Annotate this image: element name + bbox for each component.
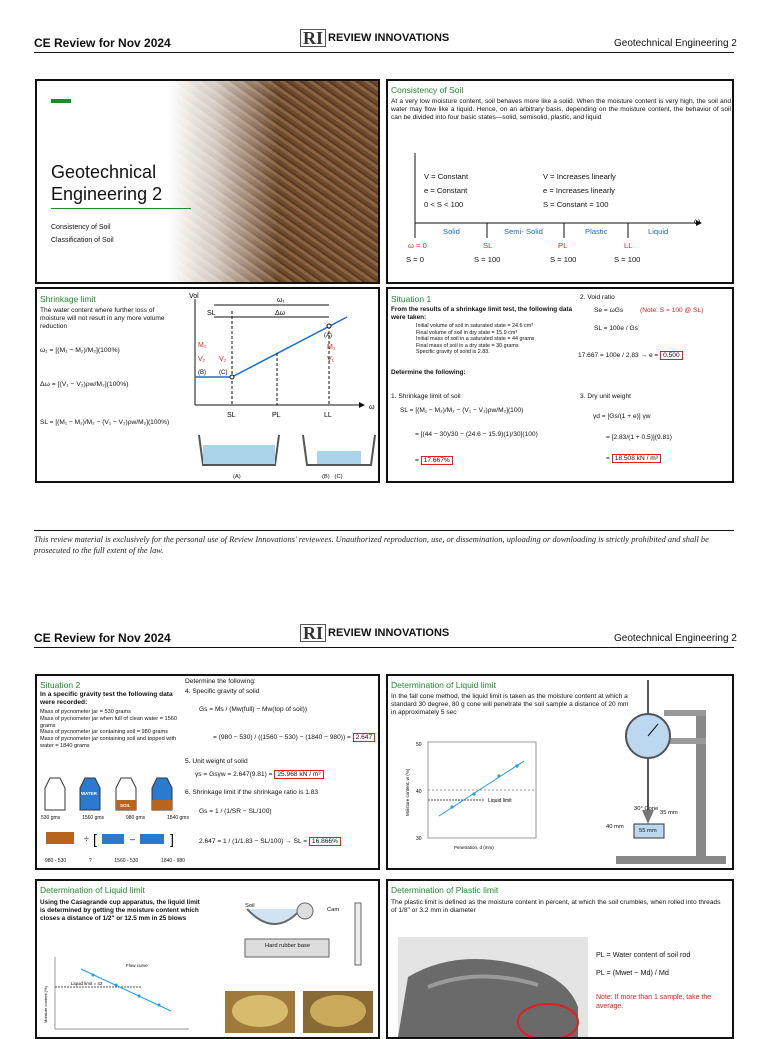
graph-a: (A) [324, 333, 332, 339]
logo-mark-icon: RI [300, 624, 326, 642]
s2-q6-answer: 16.866% [309, 837, 341, 846]
shrinkage-dishes [195, 431, 379, 473]
limit-ll: LL [624, 241, 633, 250]
s2-q4-eq2: = (980 − 530) / ((1560 − 530) − (1840 − 980)) = [213, 734, 351, 741]
svg-text:30: 30 [416, 836, 422, 842]
s1-q3-eq1: γd = [Gs/(1 + e)] γw [593, 413, 651, 420]
header2-rule [34, 647, 734, 648]
s1-data-final-volume: Final volume of soil in dry state = 15.9 cm³ [416, 329, 518, 336]
dish-a-caption: (A) [233, 474, 241, 480]
plastic-text: The plastic limit is defined as the moisture content in percent, at which the soil crumbles, when rolled into threads of 1/8" or 3.2 mm in diameter [391, 899, 721, 914]
eq-omega1: ω₁ = [(M₁ − M₂)/M₂](100%) [40, 347, 120, 354]
shrinkage-title: Shrinkage limit [40, 294, 96, 304]
pl-note: Note: If more than 1 sample, take the average. [596, 994, 712, 1010]
disclaimer-text: This review material is exclusively for the personal use of Review Innovations' reviewees. Unauthorized reproduction, use, or dissemination, uploading or downloading is strictly prohibited and shall be prosecuted to the full extent of the law. [34, 535, 709, 555]
s1-q1-eq2: = [(44 − 30)/30 − (24.6 − 15.9)(1)/30](100) [415, 431, 538, 438]
sat-pl: S = 100 [550, 255, 577, 264]
svg-text:–: – [130, 834, 136, 844]
graph-sl-top: SL [207, 310, 216, 317]
liquid-cone-title: Determination of Liquid limit [391, 680, 496, 690]
s1-data-gs: Specific gravity of solid is 2.83. [416, 349, 490, 356]
svg-text:]: ] [170, 831, 174, 847]
jar-mass-4: 1840 gms [167, 815, 189, 821]
eq-delta-omega: Δω = [(V₁ − V₂)ρw/M₂](100%) [40, 381, 129, 388]
consistency-title: Consistency of Soil [391, 85, 464, 95]
s1-q2: 2. Void ratio [580, 294, 615, 301]
s1-q3: 3. Dry unit weight [580, 393, 631, 400]
left-col-void: e = Constant [424, 186, 468, 195]
jar-mass-1: 530 gms [41, 815, 61, 821]
s2-data-soil-water: Mass of pycnometer jar containing soil and topped with water = 1840 grams [40, 736, 177, 749]
s1-q1-eq1: SL = [(M₁ − M₂)/M₂ − (V₁ − V₂)ρw/M₂](100) [400, 407, 524, 414]
state-liquid: Liquid [648, 227, 669, 236]
right-col-void: e = Increases linearly [543, 186, 615, 195]
graph-b: (B) [198, 370, 206, 376]
s2-q4-answer: 2.647 [353, 733, 376, 742]
graph-x-pl: PL [272, 412, 281, 419]
dish-bc-caption: (B) (C) [322, 474, 343, 480]
logo-text-2: REVIEW INNOVATIONS [328, 627, 450, 639]
s2-q6-eq1: Gs = 1 / (1/SR − SL/100) [199, 808, 272, 815]
sat-sl: S = 100 [474, 255, 501, 264]
fall-cone-legend: Liquid limit [488, 798, 512, 804]
s2-data-water: Mass of pycnometer jar when full of clean water = 1560 grams [40, 715, 177, 729]
situation1-title: Situation 1 [391, 294, 432, 304]
graph-vol-label: Vol [189, 293, 199, 300]
graph-omega: ω [369, 404, 375, 411]
slide-subtitle-1: Consistency of Soil [51, 224, 111, 231]
eq-water-top: 1840 - 980 [161, 858, 185, 864]
shrinkage-graph [187, 291, 379, 421]
s2-q5: 5. Unit weight of solid [185, 758, 248, 765]
graph-m1: M₁ [327, 344, 336, 351]
title-slide [35, 79, 380, 284]
slide-title-line2: Engineering 2 [51, 184, 163, 204]
left-col-sat: 0 < S < 100 [424, 200, 464, 209]
header-rule [34, 52, 734, 53]
header-subject: Geotechnical Engineering 2 [614, 38, 737, 49]
fall-cone-xlabel: Penetration, d (mm) [454, 845, 494, 850]
cone-label: 30° Cone [634, 806, 659, 812]
flow-ylabel: Moisture content (%) [43, 986, 48, 1023]
graph-x-sl: SL [227, 412, 236, 419]
eq-shrinkage-limit: SL = [(M₁ − M₂)/M₂ − (V₁ − V₂)ρw/M₂](100%) [40, 419, 170, 426]
s1-data-final-mass: Final mass of soil in a dry state = 30 grams [416, 342, 519, 349]
jar-water-label: WATER [81, 791, 97, 796]
sat-ll: S = 100 [614, 255, 641, 264]
s2-determine: Determine the following: [185, 678, 256, 685]
graph-x-ll: LL [324, 412, 332, 419]
limit-zero: ω = 0 [408, 241, 427, 250]
pl-formula: PL = (Mwet − Md) / Md [596, 968, 669, 977]
state-solid: Solid [443, 227, 460, 236]
s2-data-soil: Mass of pycnometer jar containing soil = 980 grams [40, 729, 168, 736]
situation2-title: Situation 2 [40, 680, 81, 690]
casagrande-cam-label: Cam [327, 907, 340, 913]
graph-w1-label: ω₁ [277, 297, 285, 304]
casagrande-apparatus [205, 899, 375, 1034]
pycnometer-jars [40, 772, 185, 812]
svg-text:50: 50 [416, 742, 422, 748]
s2-q6: 6. Shrinkage limit if the shrinkage ratio is 1.83 [185, 789, 319, 796]
situation2-intro: In a specific gravity test the following data were recorded: [40, 691, 173, 706]
disclaimer-rule [34, 530, 734, 531]
state-semisolid: Semi- Solid [504, 227, 543, 236]
shrinkage-panel [35, 287, 380, 483]
eq-soil-mass: 980 - 530 [45, 858, 67, 864]
svg-text:[: [ [93, 831, 97, 847]
header2-course: CE Review for Nov 2024 [34, 631, 171, 645]
left-col-volume: V = Constant [424, 172, 469, 181]
s2-data-jar: Mass of pycnometer jar = 530 grams [40, 709, 131, 715]
limit-sl: SL [483, 241, 493, 250]
s1-q3-eq2: = [2.83/(1 + 0.5)](9.81) [606, 434, 672, 441]
s1-q2-note: (Note: S = 100 @ SL) [640, 307, 704, 314]
flow-curve-plot [41, 953, 191, 1033]
graph-c: (C) [219, 370, 228, 376]
logo-mark-icon: RI [300, 29, 326, 47]
shrinkage-text: The water content where further loss of moisture will not result in any more volume reduction [40, 307, 165, 330]
flow-curve-label: Flow curve [126, 963, 148, 968]
s1-determine: Determine the following: [391, 369, 466, 376]
jar-mass-3: 980 gms [125, 815, 146, 821]
s2-q4: 4. Specific gravity of solid [185, 688, 260, 695]
s2-q5-answer: 25.968 kN / m³ [274, 770, 323, 779]
review-innovations-logo [300, 29, 449, 47]
logo-text: REVIEW INNOVATIONS [328, 32, 450, 44]
s1-q2-eq2: 17.667 = 100e / 2.83 → e = [578, 352, 659, 359]
slide-title-line1: Geotechnical [51, 162, 157, 182]
graph-v2: V₂ [198, 356, 206, 363]
situation1-panel: Situation 1 From the results of a shrinkage limit test, the following data were taken: Initial volume of soil in saturated state = 24.6 cm³ Final volume of soil in dry state = 15.9 cm³ Initial mass of soil in a saturated state = 44 grams Final mass of soil in a dry state = 30 grams Specific gravity of solid is 2.83. Determine the following: 1. Shrinkage limit of soil SL = [(M₁ − M₂)/M₂ − (V₁ − V₂)ρw/M₂](100) = [(44 − 30)/30 − (24.6 − 15.9)(1)/30](100) = 17.667% 2. Void ratio Se = ωGs (Note: S = 100 @ SL) SL = 100e / Gs 17.667 = 100e / 2.83 → e = 0.500 3. Dry unit weight γd = [Gs/(1 + e)] γw = [2.83/(1 + 0.5)](9.81) = 18.508 kN / m³ [386, 287, 734, 483]
s1-data-initial-volume: Initial volume of soil in saturated state = 24.6 cm³ [416, 323, 534, 329]
liquid-limit-cone-panel [386, 674, 734, 870]
soil-thread-rolling-photo [398, 937, 588, 1037]
header2-subject: Geotechnical Engineering 2 [614, 633, 737, 644]
fall-cone-apparatus [606, 680, 731, 866]
sat-solid: S = 0 [406, 255, 424, 264]
header-course: CE Review for Nov 2024 [34, 36, 171, 50]
dim-55: 55 mm [639, 828, 657, 834]
plastic-limit-panel [386, 879, 734, 1039]
ll-42-label: Liquid limit = 42 [71, 981, 103, 986]
limit-pl: PL [558, 241, 568, 250]
eq-water-full: 1560 - 530 [114, 858, 139, 864]
accent-bar [51, 99, 71, 103]
casagrande-text: Using the Casagrande cup apparatus, the liquid limit is determined by getting the moisture content which closes a distance of 1/2" or 12.5 mm in 25 blows [40, 899, 200, 922]
liquid-limit-casagrande-panel [35, 879, 380, 1039]
slide-subtitle-2: Classification of Soil [51, 237, 114, 244]
slide-title [51, 161, 162, 205]
s2-q4-eq1: Gs = Ms / (Mw(full) − Mw(top of soil)) [199, 706, 308, 713]
omega-axis-label: ω [694, 217, 701, 226]
s1-q1: 1. Shrinkage limit of soil [391, 393, 461, 400]
s1-q2-answer: 0.500 [660, 351, 683, 360]
dim-35: 35 mm [660, 810, 678, 816]
right-col-volume: V = Increases linearly [543, 172, 616, 181]
s2-q5-eq: γs = Gsγw = 2.647(9.81) = [195, 771, 273, 778]
review-innovations-logo-2 [300, 624, 449, 642]
jar-soil-label: SOIL [120, 803, 131, 808]
s1-data-initial-mass: Initial mass of soil in a saturated state = 44 grams [416, 336, 535, 343]
right-col-sat: S = Constant = 100 [543, 200, 609, 209]
liquid-cone-text: In the fall cone method, the liquid limit is taken as the moisture content at which a standard 30 degree, 80 g cone will penetrate the soil sample a distance of 20 mm in approximately 5 sec [391, 693, 629, 716]
casagrande-base-label: Hard rubber base [265, 943, 311, 949]
situation2-panel [35, 674, 380, 870]
pl-definition: PL = Water content of soil rod [596, 950, 691, 959]
s1-q1-answer: 17.667% [421, 456, 453, 465]
s1-q3-answer: 18.508 kN / m³ [612, 454, 661, 463]
casagrande-soil-label: Soil [245, 903, 255, 909]
gs-equation-diagram [40, 826, 190, 856]
s2-q6-eq2: 2.647 = 1 / (1/1.83 − SL/100) → SL = [199, 838, 308, 845]
graph-v2b: V₂ [219, 356, 227, 363]
svg-text:÷: ÷ [84, 834, 89, 844]
title-divider [51, 208, 191, 209]
casagrande-title: Determination of Liquid limit [40, 885, 145, 895]
s1-q2-eq0: Se = ωGs [594, 307, 624, 314]
plastic-title: Determination of Plastic limit [391, 885, 499, 895]
fall-cone-ylabel: Moisture content, w (%) [405, 768, 410, 816]
state-plastic: Plastic [585, 227, 608, 236]
dim-40: 40 mm [606, 824, 624, 830]
graph-m2: M₂ [198, 342, 207, 349]
eq-unknown: ? [88, 858, 92, 864]
graph-delta-label: Δω [275, 310, 286, 317]
svg-text:40: 40 [416, 789, 422, 795]
fall-cone-plot [404, 736, 544, 851]
s1-q2-eq1: SL = 100e / Gs [594, 325, 638, 332]
consistency-text: At a very low moisture content, soil behaves more like a solid. When the moisture content is very high, the soil and water may flow like a liquid. Hence, on an arbitrary basis, depending on the moisture content, the behavior of soil can be divided into four basic states—solid, semisolid, plastic, and liquid [391, 98, 731, 121]
consistency-panel [386, 79, 734, 284]
graph-v1: V₁ [327, 356, 335, 363]
jar-mass-2: 1560 gms [82, 815, 105, 821]
situation1-intro: From the results of a shrinkage limit test, the following data were taken: [391, 306, 573, 321]
